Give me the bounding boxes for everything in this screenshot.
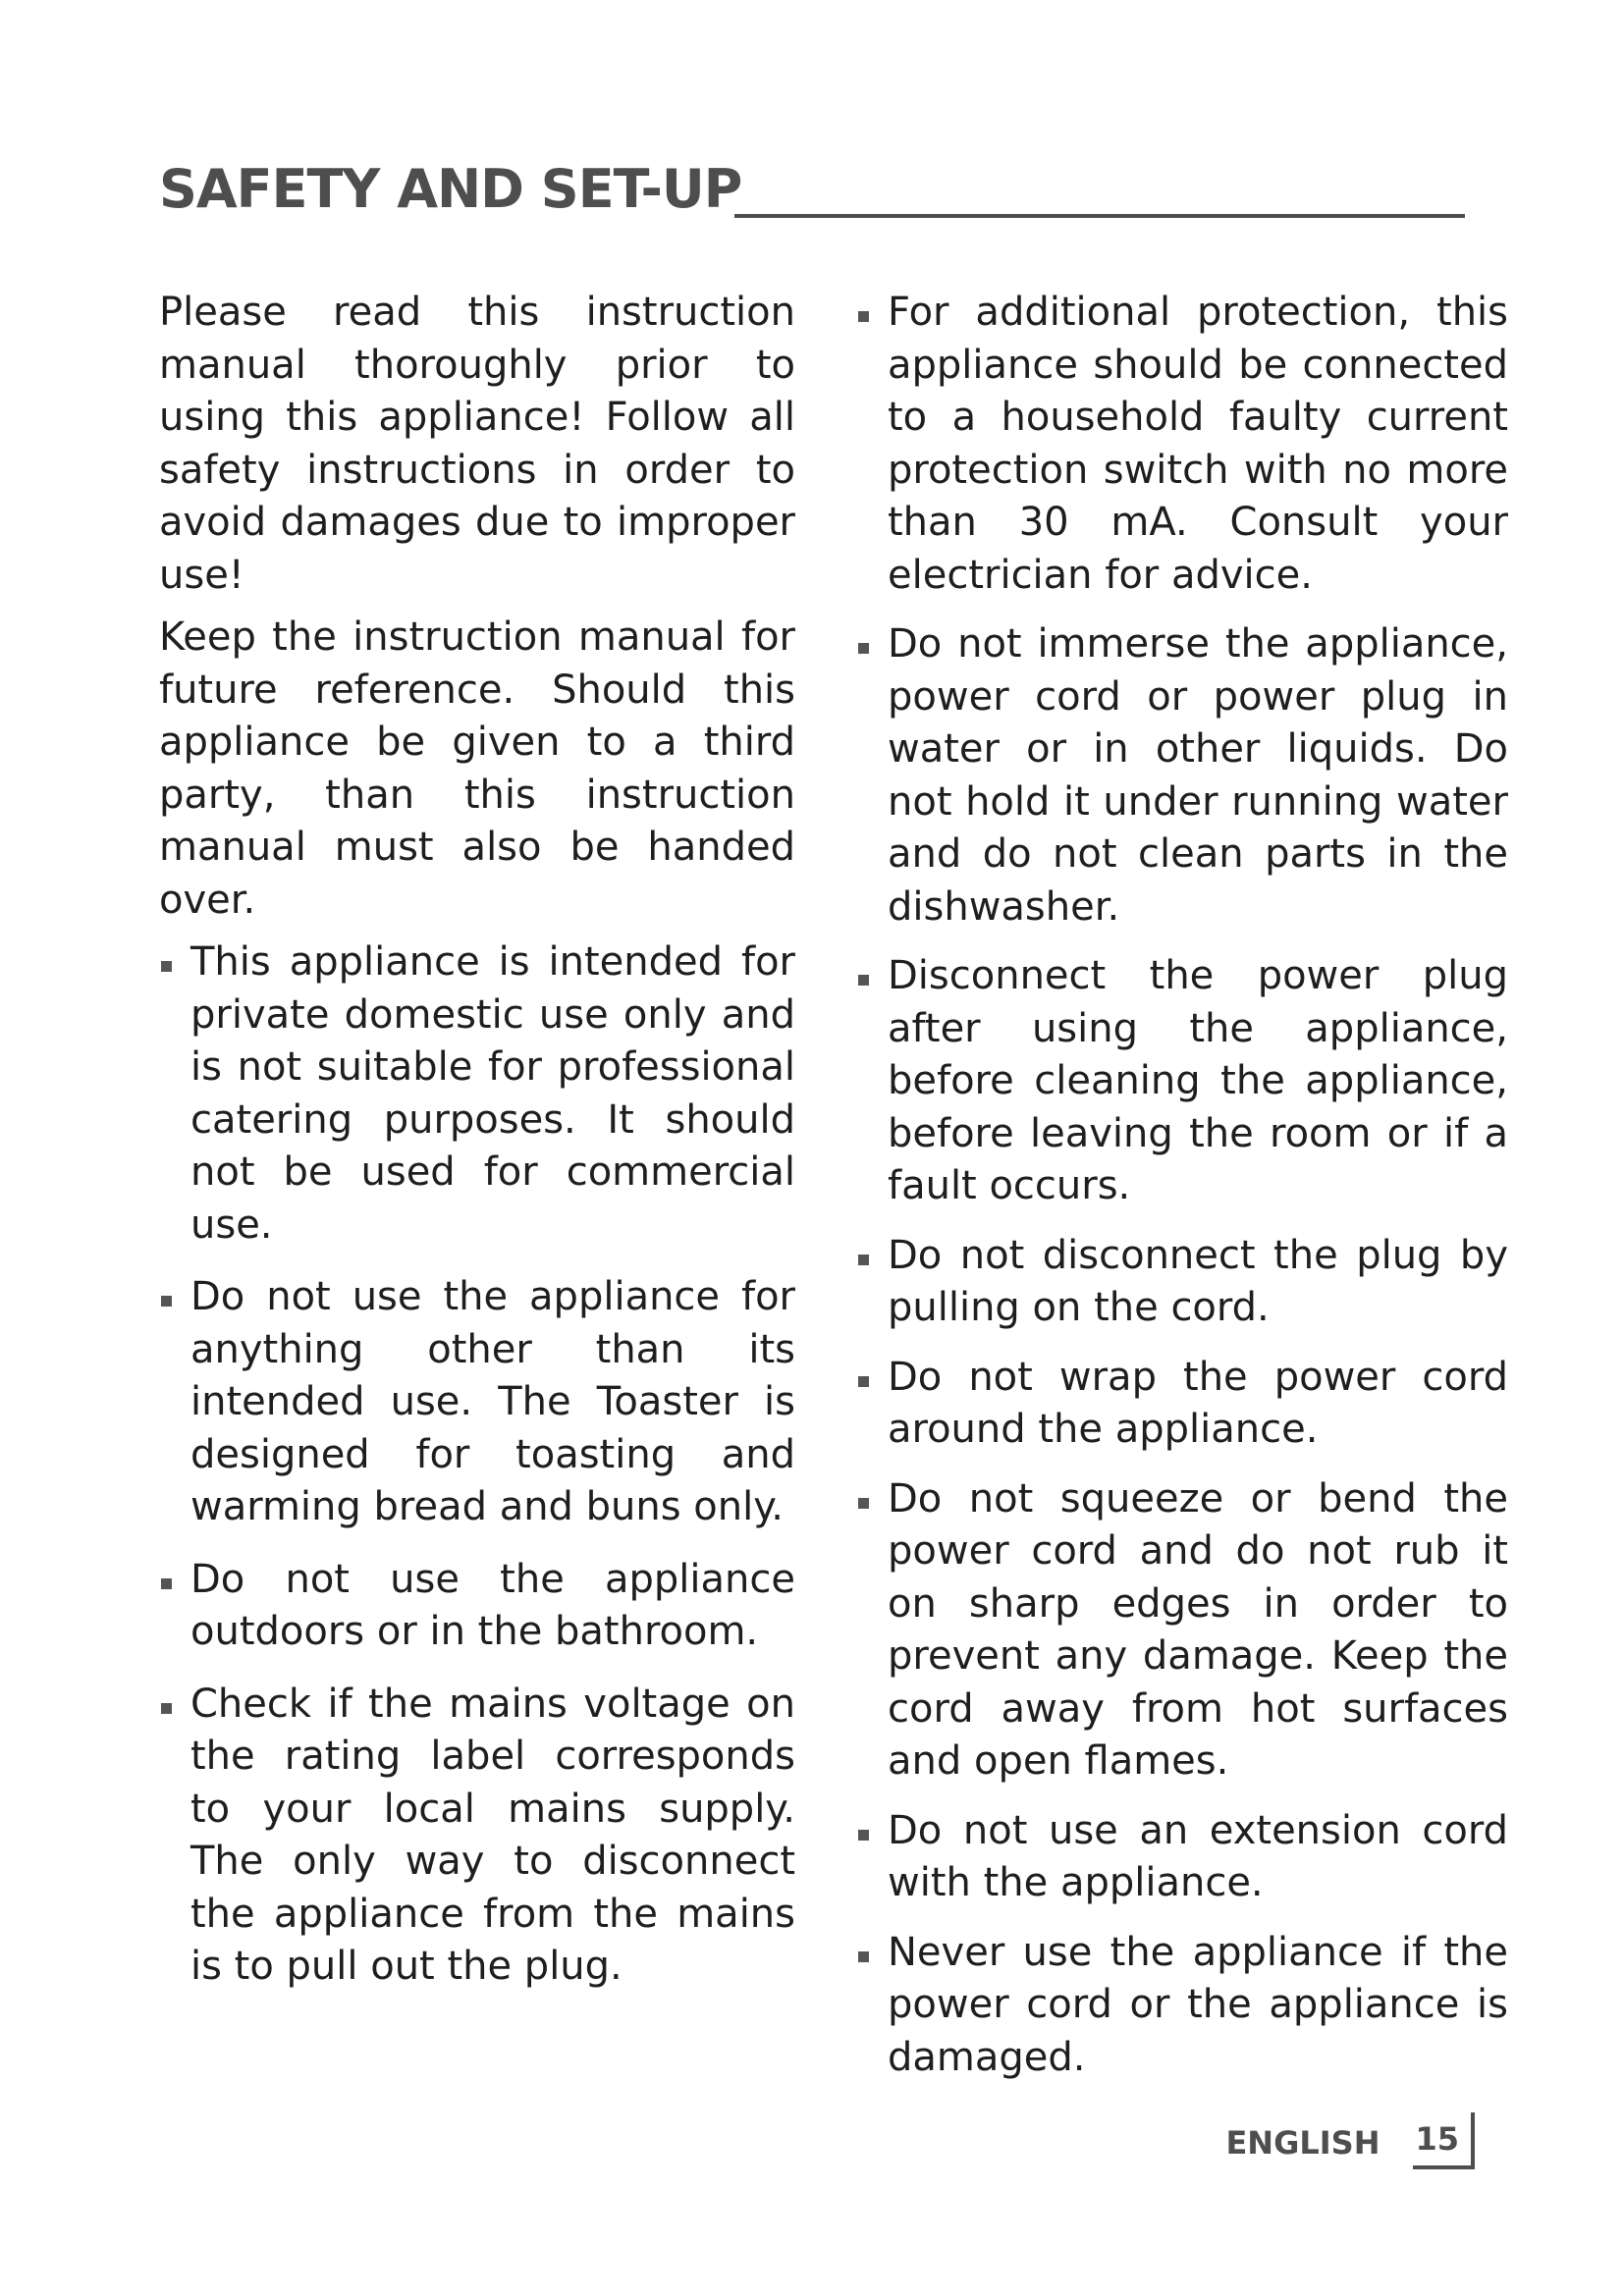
square-bullet-icon: [858, 1498, 869, 1509]
safety-item: [856, 618, 1508, 934]
square-bullet-icon: [161, 1703, 172, 1714]
safety-item-text: For additional protection, this appliance should be connected to a household faulty current protection switch with no more than 30 mA. Consult your electrician for advice.: [888, 290, 1508, 598]
square-bullet-icon: [858, 1255, 869, 1265]
safety-item: [856, 287, 1508, 602]
square-bullet-icon: [161, 961, 172, 972]
safety-item-text: Do not immerse the appliance, power cord or power plug in water or in other liquids. Do not hold it under running water and do not clean parts in the dishwasher.: [888, 621, 1508, 930]
safety-item-text: Never use the appliance if the power cord or the appliance is damaged.: [888, 1929, 1508, 2080]
safety-item: [159, 1679, 795, 1994]
intro-paragraph: Please read this instruction manual thoroughly prior to using this appliance! Follow all safety instructions in order to avoid damages due to improper use!: [159, 290, 795, 598]
footer-language: ENGLISH: [1225, 2124, 1380, 2162]
safety-item-text: Do not use an extension cord with the appliance.: [888, 1807, 1508, 1905]
safety-item: [856, 1927, 1508, 2085]
square-bullet-icon: [858, 975, 869, 986]
page-title: SAFETY AND SET-UP: [159, 158, 742, 220]
safety-item: [856, 1473, 1508, 1789]
safety-item: [856, 1352, 1508, 1457]
square-bullet-icon: [858, 311, 869, 322]
left-column: [159, 287, 795, 2013]
safety-item-text: Do not use the appliance outdoors or in the bathroom.: [190, 1556, 795, 1654]
safety-item-text: Do not squeeze or bend the power cord and do not rub it on sharp edges in order to prevent any damage. Keep the cord away from hot surfaces and open flames.: [888, 1475, 1508, 1784]
right-column: [856, 287, 1508, 2101]
safety-item-text: Disconnect the power plug after using the appliance, before cleaning the appliance, before leaving the room or if a fault occurs.: [888, 953, 1508, 1208]
intro-paragraph: Keep the instruction manual for future reference. Should this appliance be given to a third party, than this instruction manual must also be handed over.: [159, 614, 795, 923]
safety-item: [856, 1230, 1508, 1335]
square-bullet-icon: [161, 1578, 172, 1589]
safety-item: [159, 1271, 795, 1534]
safety-item: [856, 950, 1508, 1213]
square-bullet-icon: [161, 1296, 172, 1307]
safety-item-text: Do not use the appliance for anything other than its intended use. The Toaster is designed for toasting and warming bread and buns only.: [190, 1274, 795, 1529]
safety-item-text: Do not disconnect the plug by pulling on the cord.: [888, 1232, 1508, 1330]
title-rule: [734, 214, 1465, 218]
square-bullet-icon: [858, 643, 869, 654]
square-bullet-icon: [858, 1951, 869, 1962]
page-footer: [1225, 2110, 1475, 2169]
safety-item: [159, 936, 795, 1252]
safety-item-text: This appliance is intended for private domestic use only and is not suitable for professional catering purposes. It should not be used for commercial use.: [190, 939, 795, 1248]
safety-item: [159, 1554, 795, 1659]
section-header: [159, 155, 1465, 224]
square-bullet-icon: [858, 1830, 869, 1841]
square-bullet-icon: [858, 1376, 869, 1387]
safety-item: [856, 1805, 1508, 1910]
safety-item-text: Do not wrap the power cord around the appliance.: [888, 1354, 1508, 1452]
page-number: 15: [1413, 2112, 1475, 2169]
safety-item-text: Check if the mains voltage on the rating label corresponds to your local mains supply. The only way to disconnect the appliance from the mains is to pull out the plug.: [190, 1681, 795, 1989]
